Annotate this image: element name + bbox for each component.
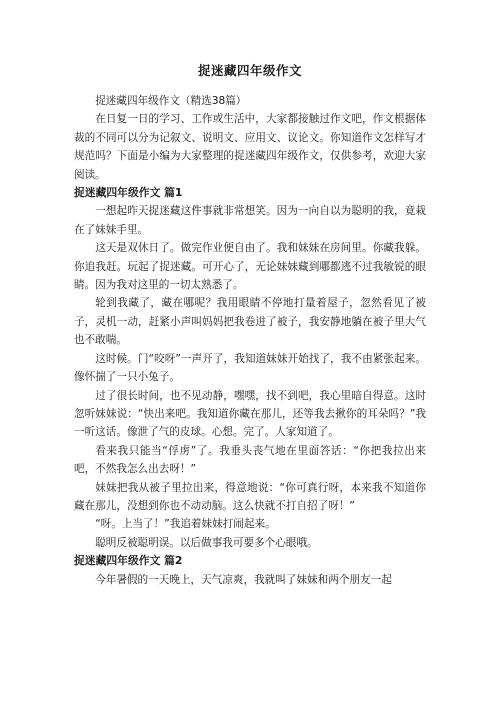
paragraph: 妹妹把我从被子里拉出来，得意地说：“你可真行呀，本来我不知道你藏在那儿，没想到你也不动动脑。这么快就不打自招了呀！”: [74, 481, 426, 512]
paragraph: 这时候。门“咬呀”一声开了，我知道妹妹开始找了，我不由紧张起来。像怀揣了一只小兔子。: [74, 352, 426, 384]
essay-section-1: [74, 184, 426, 552]
paragraph: “呀。上当了！”我追着妹妹打闹起来。: [95, 518, 276, 531]
section-heading: 捉迷藏四年级作文 篇2: [74, 554, 183, 568]
document-page: [74, 62, 426, 589]
paragraph: 这天是双休日了。做完作业便自由了。我和妹妹在房间里。你藏我躲。你追我赶。玩起了捉迷藏。可开心了，无论妹妹藏到哪都逃不过我敏锐的眼睛。因为我对这里的一切太熟悉了。: [74, 242, 426, 292]
paragraph: 轮到我藏了，藏在哪呢？我用眼睛不停地打量着屋子，忽然看见了被子，灵机一动，赶紧小声叫妈妈把我卷进了被子，我安静地躺在被子里大气也不敢喘。: [74, 297, 426, 347]
paragraph: 聪明反被聪明误。以后做事我可要多个心眼哦。: [95, 536, 318, 549]
paragraph: 看来我只能当“俘虏”了。我垂头丧气地在里面答话：“你把我拉出来吧，不然我怎么出去呀！”: [74, 444, 426, 476]
paragraph: 一想起昨天捉迷藏这件事就非常想笑。因为一向自以为聪明的我，竟栽在了妹妹手里。: [74, 205, 426, 236]
paragraph: 过了很长时间，也不见动静，嘿嘿，找不到吧，我心里暗自得意。这时忽听妹妹说：“快出来吧。我知道你藏在那儿，还等我去揪你的耳朵吗？”我一听这话。像泄了气的皮球。心想。完了。人家知道了。: [74, 389, 426, 439]
intro-paragraph: 在日复一日的学习、工作或生活中，大家都接触过作文吧，作文根据体裁的不同可以分为记叙文、说明文、应用文、议论文。你知道作文怎样写才规范吗？下面是小编为大家整理的捉迷藏四年级作文，仅供参考，欢迎大家阅读。: [74, 113, 426, 181]
essay-section-2: [74, 552, 426, 589]
section-heading: 捉迷藏四年级作文 篇1: [74, 186, 183, 200]
intro-subtitle: 捉迷藏四年级作文（精选38篇）: [95, 95, 247, 107]
document-title: 捉迷藏四年级作文: [197, 63, 302, 78]
paragraph: 今年暑假的一天晚上，天气凉爽，我就叫了妹妹和两个朋友一起: [95, 573, 392, 586]
